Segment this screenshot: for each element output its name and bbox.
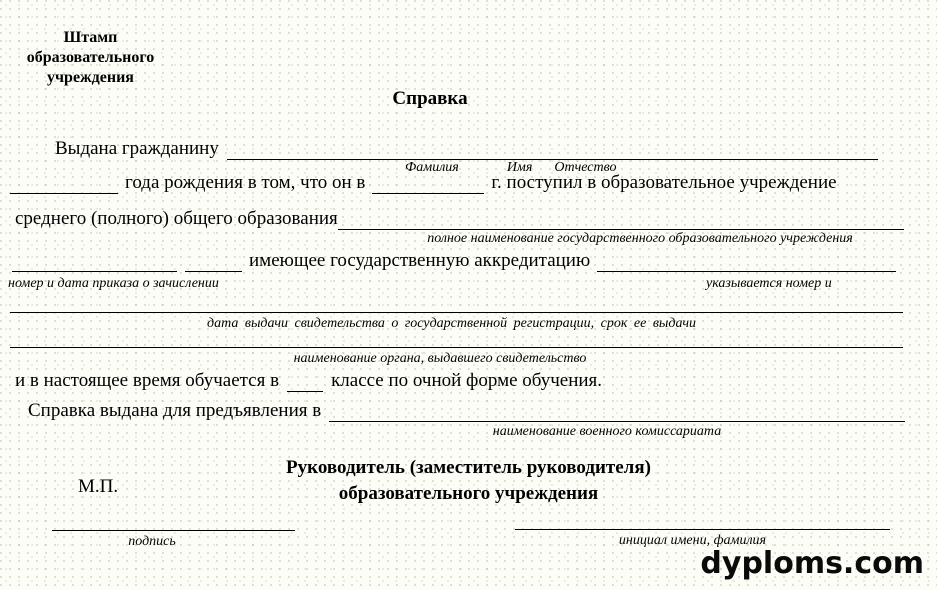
signer-title-line-2: образовательного учреждения (338, 483, 599, 504)
order-number-blank (12, 270, 177, 272)
watermark: dyploms.com (700, 546, 924, 581)
document-title: Справка (392, 88, 468, 109)
presented-label: Справка выдана для предъявления в (28, 400, 322, 421)
birth-line-text-2: г. поступил в образовательное учреждение (491, 172, 837, 193)
order-hint: номер и дата приказа о зачислении (8, 276, 219, 291)
stamp-line-3: учреждения (47, 69, 134, 86)
accreditation-line (12, 250, 896, 272)
grade-blank (287, 390, 323, 392)
signer-title-line-1: Руководитель (заместитель руководителя) (286, 457, 651, 478)
commissariat-blank (329, 420, 905, 422)
signature-hint: подпись (128, 534, 176, 549)
stamp-line-1: Штамп (63, 29, 118, 46)
issued-to-line (55, 138, 878, 160)
presented-line (28, 400, 905, 422)
seal-place: М.П. (78, 476, 119, 497)
registration-blank-line (10, 312, 903, 313)
issued-to-label: Выдана гражданину (55, 138, 219, 159)
registration-hint: дата выдачи свидетельства о государственной регистрации, срок ее выдачи (207, 316, 696, 331)
initials-hint: инициал имени, фамилия (618, 533, 767, 548)
institution-hint: полное наименование государственного образовательного учреждения (427, 231, 853, 246)
number-hint: указывается номер и (706, 276, 832, 291)
authority-blank-line (10, 347, 903, 348)
birth-line-text-1: года рождения в том, что он в (125, 172, 366, 193)
authority-hint: наименование органа, выдавшего свидетельство (293, 351, 587, 366)
initials-line (515, 529, 890, 530)
order-date-blank (185, 270, 242, 272)
institution-name-blank (338, 228, 904, 230)
surname-hint: Фамилия (405, 160, 459, 175)
name-hint: Имя (506, 160, 533, 175)
study-line-text-2: классе по очной форме обучения. (331, 370, 603, 391)
commissariat-hint: наименование военного комиссариата (492, 424, 722, 439)
study-line (15, 370, 602, 392)
birth-year-blank (10, 192, 118, 194)
accreditation-number-blank (597, 270, 896, 272)
signature-line (52, 530, 295, 531)
study-line-text-1: и в настоящее время обучается в (15, 370, 280, 391)
education-label: среднего (полного) общего образования (15, 208, 338, 229)
stamp-block (8, 28, 173, 88)
patronymic-hint: Отчество (554, 160, 617, 175)
admission-year-blank (372, 192, 484, 194)
birth-line (10, 172, 900, 194)
education-line (15, 208, 904, 230)
accreditation-label: имеющее государственную аккредитацию (249, 250, 591, 271)
stamp-line-2: образовательного (26, 49, 155, 66)
